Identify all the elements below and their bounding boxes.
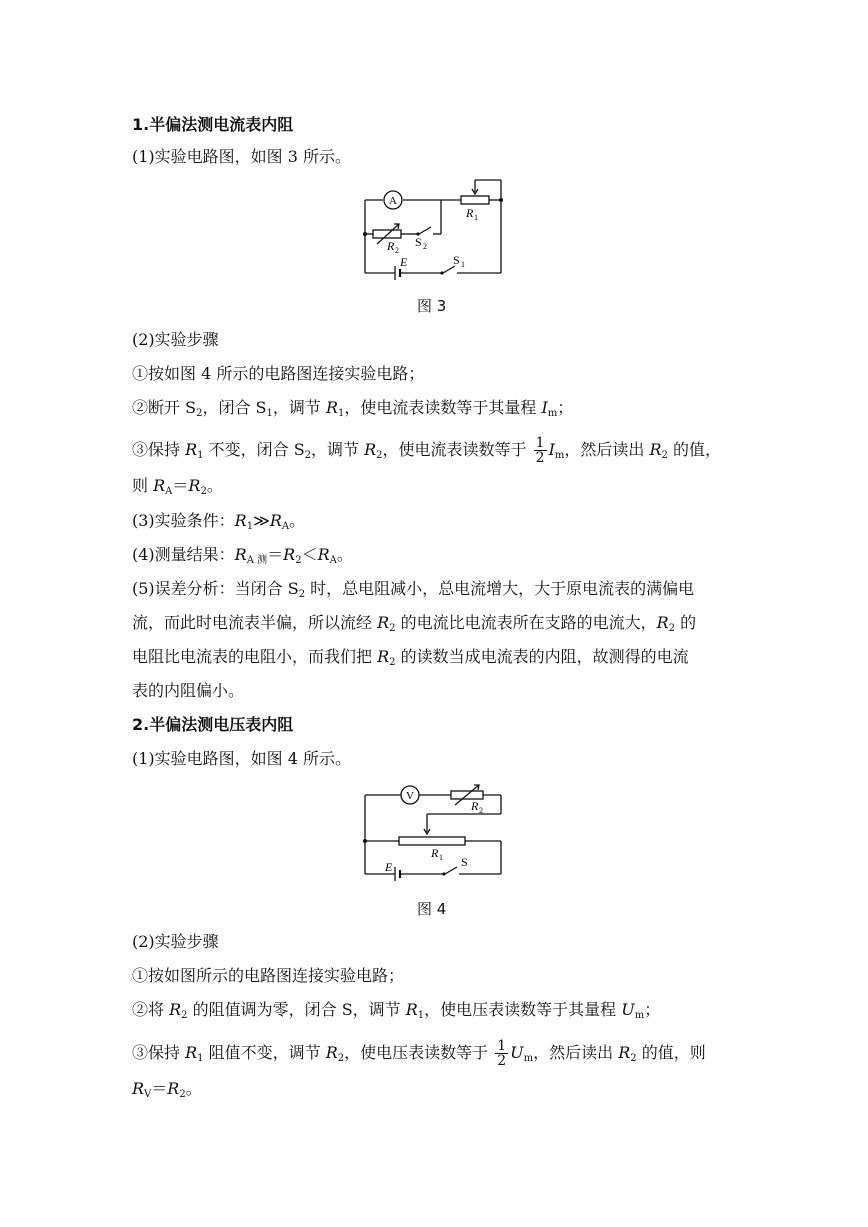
svg-text:R: R xyxy=(431,846,439,860)
section1-error-line1: (5)误差分析：当闭合 $S_2$ 时，总电阻减小，总电流增大，大于原电流表的满偏电 xyxy=(132,579,695,600)
section1-error-line3: 电阻比电流表的电阻小，而我们把 $R_2$ 的读数当成电流表的内阻，故测得的电流 xyxy=(132,647,689,668)
svg-text:S: S xyxy=(461,855,468,869)
section2-step3-conclusion: $R_V=R_2$。 xyxy=(132,1079,202,1100)
section1-result: (4)测量结果：$R_{A 测}=R_2<R_A$。 xyxy=(132,545,353,566)
resistor-r2 xyxy=(373,230,401,238)
section1-condition: (3)实验条件：$R_1≫R_A$。 xyxy=(132,511,306,532)
svg-text:1: 1 xyxy=(439,853,443,862)
svg-text:R: R xyxy=(387,239,395,253)
svg-text:1: 1 xyxy=(461,260,465,269)
svg-text:S: S xyxy=(453,253,460,267)
section2-heading: 2.半偏法测电压表内阻 xyxy=(132,715,294,734)
resistor-r1 xyxy=(461,196,489,204)
section2-step3: ③保持 $R_1$ 阻值不变，调节 $R_2$，使电压表读数等于 $\frac{1}{2}$ $U_m$，然后读出 $R_2$ 的值，则 xyxy=(132,1038,706,1069)
section1-step3-conclusion: 则 $R_A=R_2$。 xyxy=(132,476,223,497)
svg-text:R: R xyxy=(466,206,474,220)
section2-circuit-intro: (1)实验电路图，如图 4 所示。 xyxy=(132,749,352,768)
section1-step3: ③保持 $R_1$ 不变，闭合 $S_2$，调节 $R_2$，使电流表读数等于 $\frac{1}{2}$ $I_m$，然后读出 $R_2$ 的值， xyxy=(132,435,721,466)
section2-step2: ②将 $R_2$ 的阻值调为零，闭合 S，调节 $R_1$，使电压表读数等于其量程 $U_m$； xyxy=(132,1000,661,1021)
section2-steps-title: (2)实验步骤 xyxy=(132,932,219,951)
svg-text:S: S xyxy=(415,235,422,249)
section1-heading: 1.半偏法测电流表内阻 xyxy=(132,115,294,134)
svg-text:1: 1 xyxy=(474,213,478,222)
ammeter-label: A xyxy=(389,195,397,207)
section1-error-line2: 流，而此时电流表半偏，所以流经 $R_2$ 的电流比电流表所在支路的电流大，$R_2$ 的 xyxy=(132,613,697,634)
figure-3-circuit-diagram xyxy=(355,172,515,280)
figure-3-caption: 图 3 xyxy=(417,297,447,315)
svg-text:2: 2 xyxy=(423,242,427,251)
svg-text:2: 2 xyxy=(479,806,483,815)
fraction-one-half: $\frac{1}{2}$ xyxy=(497,1038,507,1069)
section1-step2: ②断开 $S_2$，闭合 $S_1$，调节 $R_1$，使电流表读数等于其量程 $I_m$； xyxy=(132,398,574,419)
resistor-r1 xyxy=(399,837,465,845)
svg-text:E: E xyxy=(385,860,393,874)
fraction-one-half: $\frac{1}{2}$ xyxy=(535,435,545,466)
section1-error-line4: 表的内阻偏小。 xyxy=(132,681,245,700)
voltmeter-label: V xyxy=(406,790,414,802)
section1-circuit-intro: (1)实验电路图，如图 3 所示。 xyxy=(132,147,352,166)
section2-step1: ①按如图所示的电路图连接实验电路； xyxy=(132,966,405,985)
section1-step1: ①按如图 4 所示的电路图连接实验电路； xyxy=(132,364,425,383)
svg-text:2: 2 xyxy=(395,246,399,255)
figure-4-circuit-diagram xyxy=(355,783,515,883)
figure-4-caption: 图 4 xyxy=(417,900,447,918)
section1-steps-title: (2)实验步骤 xyxy=(132,330,219,349)
svg-text:R: R xyxy=(471,799,479,813)
svg-text:E: E xyxy=(400,255,408,269)
